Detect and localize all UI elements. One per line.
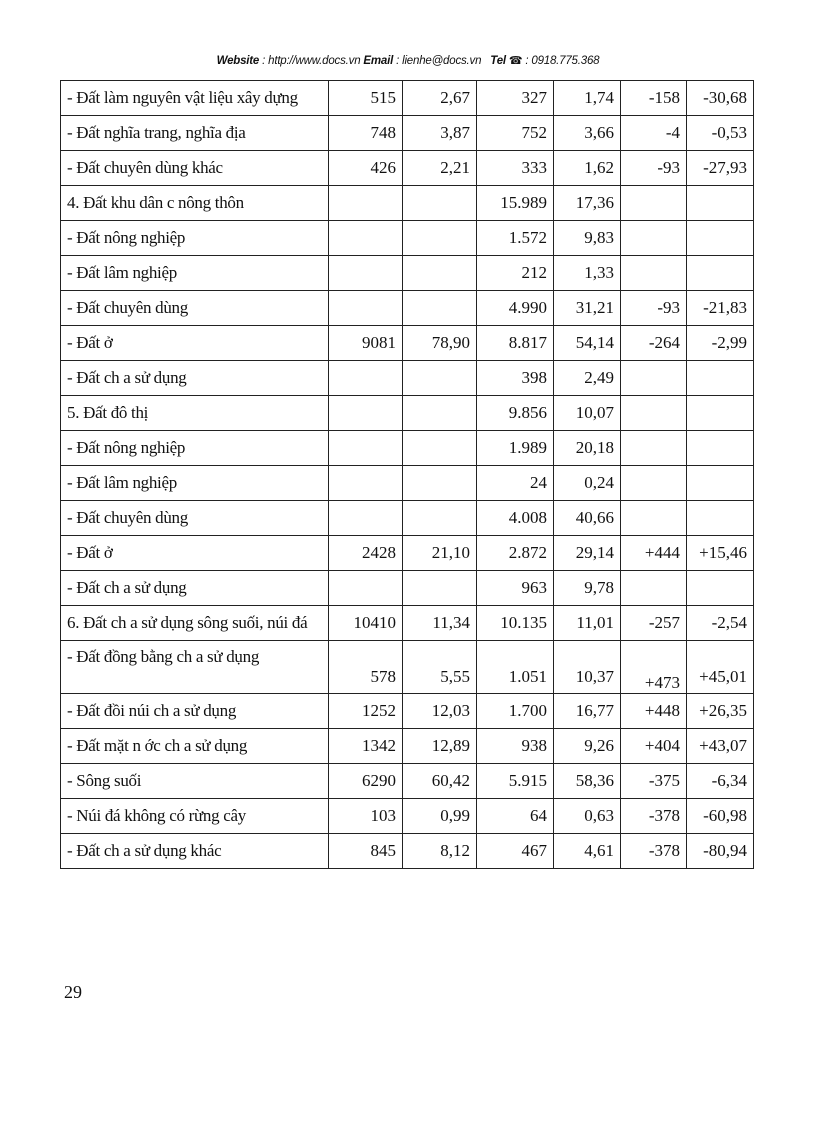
row-label: - Đất đồi núi ch a sử dụng [61, 694, 329, 729]
area-after-cell: 4.008 [477, 501, 554, 536]
change-percent-cell: +15,46 [687, 536, 754, 571]
area-before-cell: 578 [329, 641, 403, 694]
change-percent-cell [687, 571, 754, 606]
percent-before-cell [403, 396, 477, 431]
website-separator: : [259, 55, 269, 67]
area-before-cell [329, 186, 403, 221]
row-label: - Đất ở [61, 326, 329, 361]
change-percent-cell: +45,01 [687, 641, 754, 694]
area-before-cell: 1252 [329, 694, 403, 729]
row-label: - Đất đồng bằng ch a sử dụng [61, 641, 329, 694]
change-percent-cell [687, 431, 754, 466]
row-label: 5. Đất đô thị [61, 396, 329, 431]
area-before-cell [329, 221, 403, 256]
change-percent-cell: -30,68 [687, 81, 754, 116]
table-row [61, 186, 754, 221]
table-body [61, 81, 754, 869]
percent-after-cell: 0,24 [554, 466, 621, 501]
area-after-cell: 10.135 [477, 606, 554, 641]
area-before-cell [329, 431, 403, 466]
area-after-cell: 398 [477, 361, 554, 396]
change-area-cell [621, 256, 687, 291]
area-before-cell [329, 256, 403, 291]
table-row [61, 326, 754, 361]
percent-after-cell: 4,61 [554, 834, 621, 869]
table-row [61, 729, 754, 764]
percent-after-cell: 1,62 [554, 151, 621, 186]
percent-after-cell: 9,78 [554, 571, 621, 606]
percent-before-cell: 0,99 [403, 799, 477, 834]
percent-before-cell [403, 571, 477, 606]
percent-after-cell: 10,37 [554, 641, 621, 694]
change-percent-cell: -2,99 [687, 326, 754, 361]
percent-before-cell [403, 466, 477, 501]
row-label: - Đất nghĩa trang, nghĩa địa [61, 116, 329, 151]
page-number: 29 [64, 982, 82, 1002]
percent-before-cell: 8,12 [403, 834, 477, 869]
table-row [61, 536, 754, 571]
change-area-cell: -378 [621, 799, 687, 834]
change-area-cell: -93 [621, 291, 687, 326]
area-after-cell: 8.817 [477, 326, 554, 361]
percent-before-cell: 78,90 [403, 326, 477, 361]
table-row [61, 151, 754, 186]
row-label: - Đất nông nghiệp [61, 221, 329, 256]
change-area-cell: -257 [621, 606, 687, 641]
table-row [61, 799, 754, 834]
change-percent-cell [687, 361, 754, 396]
area-after-cell: 467 [477, 834, 554, 869]
phone-icon: ☎ [508, 55, 523, 67]
change-percent-cell: -21,83 [687, 291, 754, 326]
change-area-cell [621, 221, 687, 256]
row-label: - Núi đá không có rừng cây [61, 799, 329, 834]
area-after-cell: 963 [477, 571, 554, 606]
table-row [61, 221, 754, 256]
change-percent-cell [687, 221, 754, 256]
percent-after-cell: 16,77 [554, 694, 621, 729]
table-row [61, 396, 754, 431]
change-percent-cell: +26,35 [687, 694, 754, 729]
tel-value: : 0918.775.368 [522, 55, 600, 67]
row-label: - Đất ch a sử dụng [61, 571, 329, 606]
table-row [61, 694, 754, 729]
percent-after-cell: 9,26 [554, 729, 621, 764]
area-before-cell: 103 [329, 799, 403, 834]
percent-after-cell: 11,01 [554, 606, 621, 641]
area-after-cell: 1.700 [477, 694, 554, 729]
percent-after-cell: 0,63 [554, 799, 621, 834]
change-percent-cell: -6,34 [687, 764, 754, 799]
area-before-cell: 515 [329, 81, 403, 116]
row-label: - Đất ch a sử dụng [61, 361, 329, 396]
change-percent-cell: -2,54 [687, 606, 754, 641]
email-separator: : [393, 55, 403, 67]
percent-before-cell [403, 221, 477, 256]
email-label: Email [363, 55, 394, 67]
percent-before-cell [403, 361, 477, 396]
area-after-cell: 212 [477, 256, 554, 291]
row-label: - Đất mặt n ớc ch a sử dụng [61, 729, 329, 764]
change-area-cell: -158 [621, 81, 687, 116]
percent-after-cell: 40,66 [554, 501, 621, 536]
website-label: Website [216, 55, 260, 67]
table-row [61, 571, 754, 606]
percent-before-cell: 21,10 [403, 536, 477, 571]
change-area-cell [621, 466, 687, 501]
area-after-cell: 4.990 [477, 291, 554, 326]
percent-before-cell [403, 291, 477, 326]
area-after-cell: 15.989 [477, 186, 554, 221]
percent-before-cell: 12,89 [403, 729, 477, 764]
area-after-cell: 9.856 [477, 396, 554, 431]
table-row [61, 466, 754, 501]
percent-before-cell: 60,42 [403, 764, 477, 799]
change-area-cell: -264 [621, 326, 687, 361]
change-area-cell [621, 186, 687, 221]
area-before-cell: 426 [329, 151, 403, 186]
area-after-cell: 938 [477, 729, 554, 764]
row-label: - Đất chuyên dùng [61, 501, 329, 536]
percent-after-cell: 31,21 [554, 291, 621, 326]
change-percent-cell [687, 186, 754, 221]
tel-label: Tel [490, 55, 506, 67]
change-area-cell [621, 396, 687, 431]
area-before-cell [329, 361, 403, 396]
area-before-cell [329, 466, 403, 501]
row-label: - Đất lâm nghiệp [61, 256, 329, 291]
change-percent-cell: -60,98 [687, 799, 754, 834]
percent-after-cell: 54,14 [554, 326, 621, 361]
table-row [61, 116, 754, 151]
percent-after-cell: 2,49 [554, 361, 621, 396]
page-header [0, 54, 816, 67]
percent-after-cell: 10,07 [554, 396, 621, 431]
area-after-cell: 1.572 [477, 221, 554, 256]
change-area-cell [621, 571, 687, 606]
row-label: - Đất lâm nghiệp [61, 466, 329, 501]
row-label: - Sông suối [61, 764, 329, 799]
area-before-cell: 10410 [329, 606, 403, 641]
row-label: - Đất làm nguyên vật liệu xây dựng [61, 81, 329, 116]
table-row [61, 361, 754, 396]
change-area-cell: -93 [621, 151, 687, 186]
table-row [61, 606, 754, 641]
area-after-cell: 64 [477, 799, 554, 834]
area-before-cell [329, 396, 403, 431]
area-after-cell: 5.915 [477, 764, 554, 799]
website-link[interactable]: http://www.docs.vn [268, 55, 361, 67]
area-after-cell: 327 [477, 81, 554, 116]
row-label: 4. Đất khu dân c nông thôn [61, 186, 329, 221]
row-label: 6. Đất ch a sử dụng sông suối, núi đá [61, 606, 329, 641]
change-area-cell: -375 [621, 764, 687, 799]
percent-before-cell [403, 431, 477, 466]
percent-before-cell: 3,87 [403, 116, 477, 151]
percent-before-cell [403, 501, 477, 536]
area-before-cell [329, 501, 403, 536]
percent-after-cell: 3,66 [554, 116, 621, 151]
area-before-cell: 2428 [329, 536, 403, 571]
change-area-cell: -4 [621, 116, 687, 151]
row-label: - Đất ch a sử dụng khác [61, 834, 329, 869]
change-area-cell: +404 [621, 729, 687, 764]
area-after-cell: 752 [477, 116, 554, 151]
change-percent-cell [687, 396, 754, 431]
table-row [61, 501, 754, 536]
percent-before-cell: 2,67 [403, 81, 477, 116]
row-label: - Đất ở [61, 536, 329, 571]
area-before-cell: 6290 [329, 764, 403, 799]
table-row [61, 431, 754, 466]
area-before-cell: 1342 [329, 729, 403, 764]
area-after-cell: 1.051 [477, 641, 554, 694]
change-area-cell [621, 501, 687, 536]
area-before-cell: 845 [329, 834, 403, 869]
change-area-cell: -378 [621, 834, 687, 869]
area-before-cell [329, 571, 403, 606]
row-label: - Đất nông nghiệp [61, 431, 329, 466]
percent-after-cell: 1,74 [554, 81, 621, 116]
percent-before-cell: 2,21 [403, 151, 477, 186]
area-before-cell: 9081 [329, 326, 403, 361]
area-after-cell: 1.989 [477, 431, 554, 466]
row-label: - Đất chuyên dùng [61, 291, 329, 326]
percent-after-cell: 9,83 [554, 221, 621, 256]
change-percent-cell: -80,94 [687, 834, 754, 869]
table-row [61, 641, 754, 694]
area-before-cell [329, 291, 403, 326]
percent-after-cell: 1,33 [554, 256, 621, 291]
change-percent-cell: -0,53 [687, 116, 754, 151]
table-row [61, 291, 754, 326]
table-row [61, 81, 754, 116]
percent-after-cell: 29,14 [554, 536, 621, 571]
area-after-cell: 333 [477, 151, 554, 186]
change-area-cell [621, 361, 687, 396]
change-area-cell: +448 [621, 694, 687, 729]
percent-after-cell: 20,18 [554, 431, 621, 466]
change-area-cell: +444 [621, 536, 687, 571]
area-after-cell: 24 [477, 466, 554, 501]
percent-before-cell [403, 186, 477, 221]
change-percent-cell [687, 256, 754, 291]
percent-before-cell: 11,34 [403, 606, 477, 641]
change-percent-cell: +43,07 [687, 729, 754, 764]
percent-before-cell: 5,55 [403, 641, 477, 694]
table-row [61, 764, 754, 799]
table-row [61, 834, 754, 869]
change-area-cell: +473 [621, 641, 687, 694]
land-use-table [60, 80, 754, 869]
change-percent-cell [687, 466, 754, 501]
percent-before-cell: 12,03 [403, 694, 477, 729]
percent-before-cell [403, 256, 477, 291]
change-percent-cell: -27,93 [687, 151, 754, 186]
change-percent-cell [687, 501, 754, 536]
row-label: - Đất chuyên dùng khác [61, 151, 329, 186]
change-area-cell [621, 431, 687, 466]
email-link[interactable]: lienhe@docs.vn [402, 55, 482, 67]
percent-after-cell: 58,36 [554, 764, 621, 799]
area-after-cell: 2.872 [477, 536, 554, 571]
area-before-cell: 748 [329, 116, 403, 151]
table-row [61, 256, 754, 291]
percent-after-cell: 17,36 [554, 186, 621, 221]
